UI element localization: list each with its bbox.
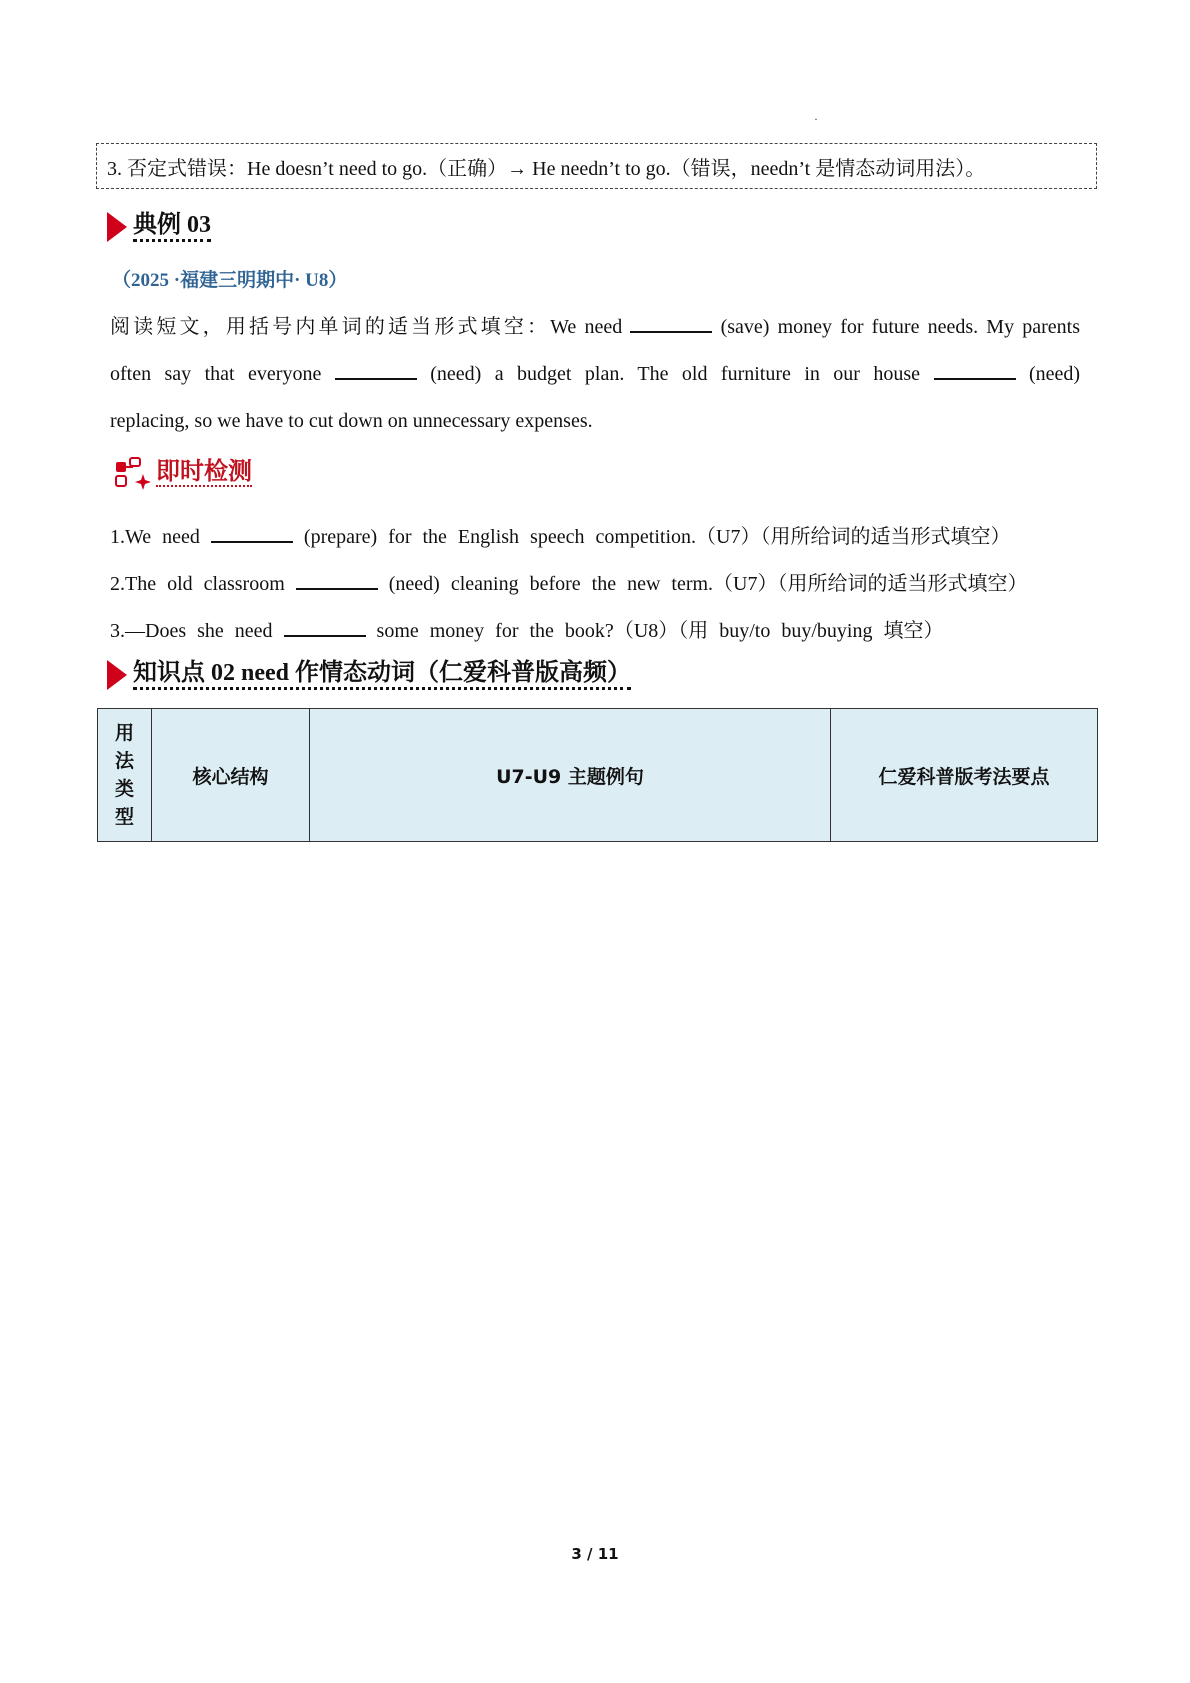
paragraph-line: replacing, so we have to cut down on unnecessary expenses. (110, 410, 593, 432)
answer-blank[interactable] (630, 309, 712, 333)
arrow-icon (107, 212, 127, 242)
answer-blank[interactable] (211, 519, 293, 543)
example-title: 典例 03 (133, 212, 211, 242)
check-title: 即时检测 (156, 459, 252, 487)
note-text: 3. 否定式错误：He doesn’t need to go.（正确）→ He needn’t to go.（错误，needn’t 是情态动词用法）。 (107, 157, 986, 180)
note-box (96, 143, 1097, 189)
answer-blank[interactable] (296, 566, 378, 590)
example-heading (107, 212, 211, 242)
example-paragraph (110, 304, 1080, 445)
quiz-icon (114, 456, 152, 490)
quiz-item: 1.We need (prepare) for the English speech competition.（U7）（用所给词的适当形式填空） (110, 519, 1010, 549)
knowledge-table (97, 708, 1098, 842)
paragraph-line: often say that everyone (need) a budget plan. The old furniture in our house (need) (110, 351, 1080, 398)
section-heading (107, 660, 631, 690)
header-exam-points: 仁爱科普版考法要点 (831, 709, 1098, 842)
paragraph-line: 阅读短文，用括号内单词的适当形式填空：We need (save) money for future needs. My parents (110, 304, 1080, 351)
check-heading (114, 456, 252, 490)
header-usage-type: 用 法 类 型 (98, 709, 152, 842)
quiz-item: 2.The old classroom (need) cleaning before the new term.（U7）（用所给词的适当形式填空） (110, 566, 1028, 596)
table-header-row (98, 709, 1098, 842)
quiz-item: 3.—Does she need some money for the book?（U8）（用 buy/to buy/buying 填空） (110, 613, 943, 643)
answer-blank[interactable] (284, 613, 366, 637)
header-core-structure: 核心结构 (152, 709, 310, 842)
answer-blank[interactable] (934, 356, 1016, 380)
section-title: 知识点 02 need 作情态动词（仁爱科普版高频） (133, 660, 631, 690)
arrow-icon (107, 660, 127, 690)
example-source: （2025 ·福建三明期中· U8） (112, 270, 348, 291)
stray-dot: · (814, 112, 818, 126)
page-number: 3 / 11 (571, 1545, 619, 1563)
answer-blank[interactable] (335, 356, 417, 380)
header-example-sentences: U7-U9 主题例句 (310, 709, 831, 842)
